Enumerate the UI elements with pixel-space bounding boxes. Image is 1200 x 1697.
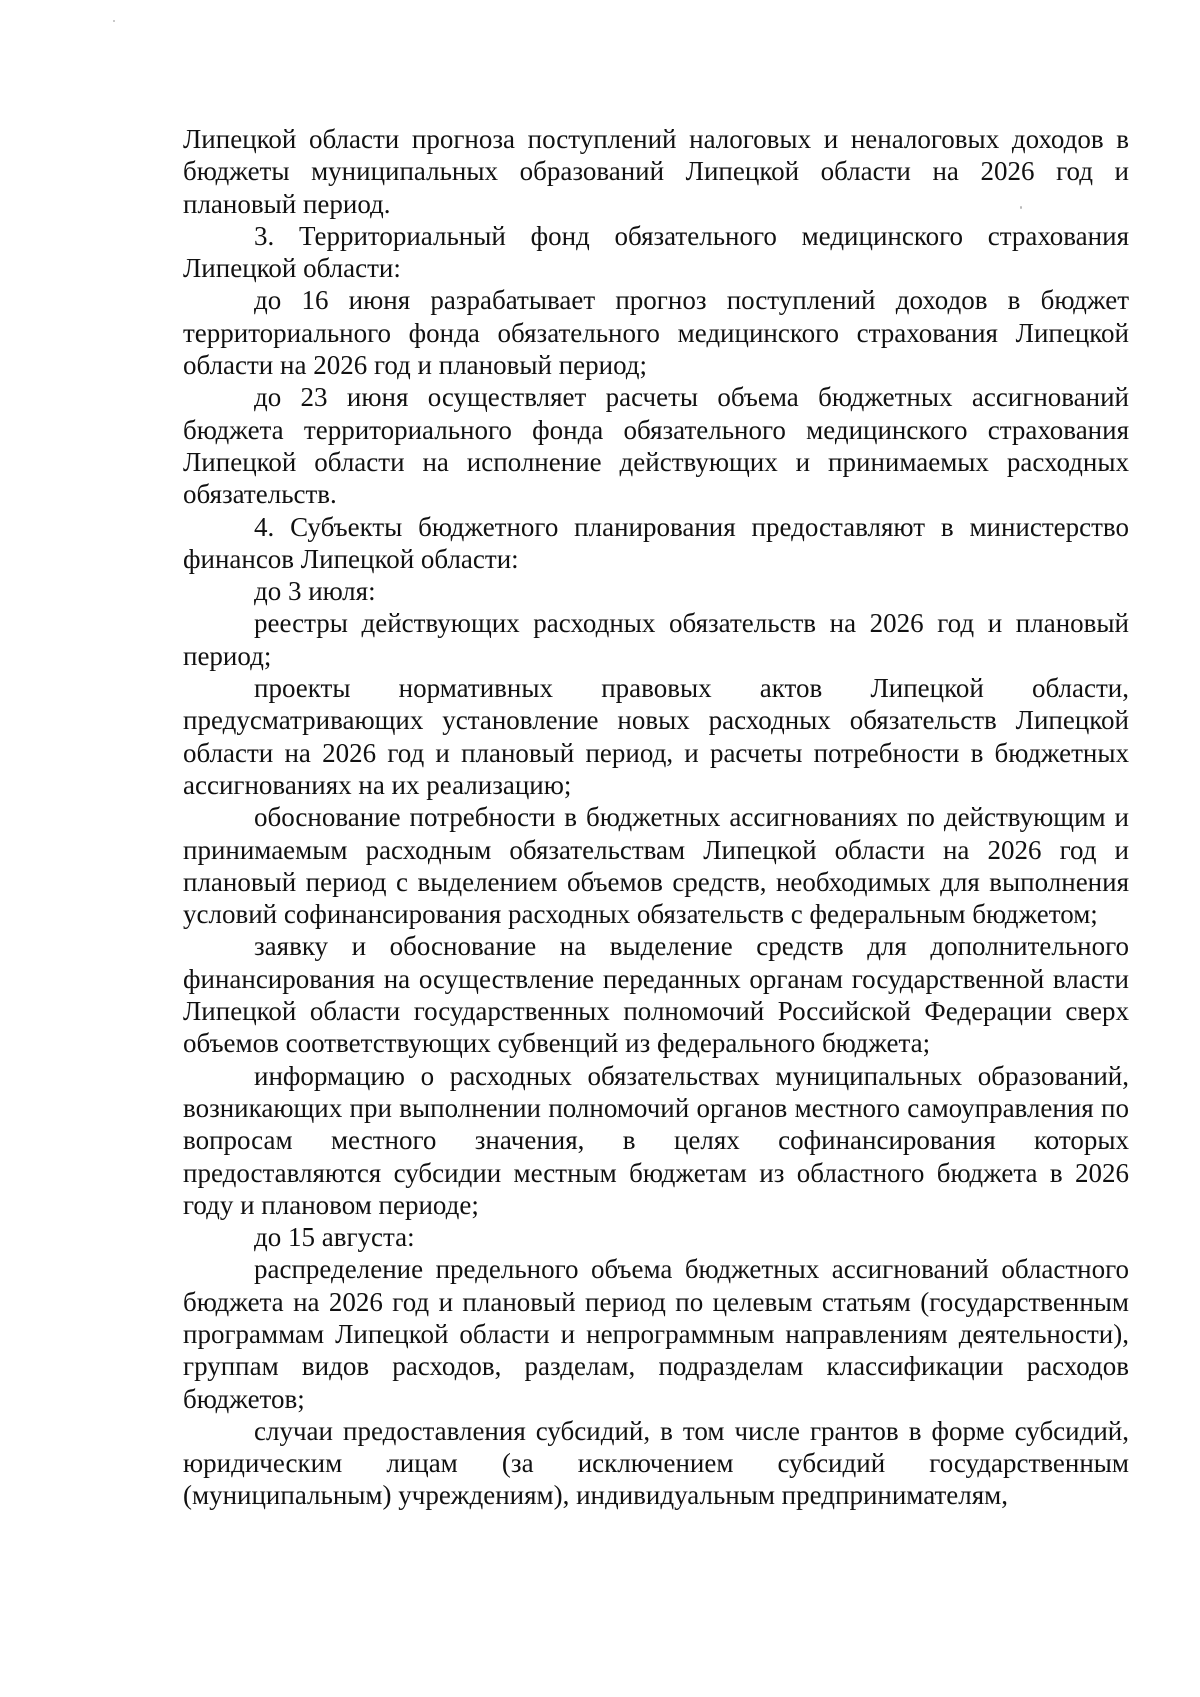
paragraph-2: 3. Территориальный фонд обязательного медицинского страхования Липецкой области: bbox=[183, 220, 1129, 284]
paragraph-10: заявку и обоснование на выделение средств для дополнительного финансирования на осуществление переданных органам государственной власти Липецкой области государственных полномочий Российской Федерации сверх объемов соответствующих субвенций из федерального бюджета; bbox=[183, 931, 1129, 1059]
paragraph-11: информацию о расходных обязательствах муниципальных образований, возникающих при выполнении полномочий органов местного самоуправления по вопросам местного значения, в целях софинансирования которых предоставляются субсидии местным бюджетам из областного бюджета в 2026 году и плановом периоде; bbox=[183, 1060, 1129, 1220]
paragraph-1: Липецкой области прогноза поступлений налоговых и неналоговых доходов в бюджеты муниципальных образований Липецкой области на 2026 год и плановый период. bbox=[183, 124, 1129, 219]
scan-speck bbox=[113, 20, 115, 22]
paragraph-8: проекты нормативных правовых актов Липецкой области, предусматривающих установление новых расходных обязательств Липецкой области на 2026 год и плановый период, и расчеты потребности в бюджетных ассигнованиях на их реализацию; bbox=[183, 673, 1129, 800]
document-page bbox=[183, 123, 1129, 1512]
paragraph-9: обоснование потребности в бюджетных ассигнованиях по действующим и принимаемым расходным обязательствам Липецкой области на 2026 год и плановый период с выделением объемов средств, необходимых для выполнения условий софинансирования расходных обязательств с федеральным бюджетом; bbox=[183, 802, 1129, 930]
paragraph-6: до 3 июля: bbox=[254, 576, 376, 607]
paragraph-5: 4. Субъекты бюджетного планирования предоставляют в министерство финансов Липецкой области: bbox=[183, 511, 1129, 574]
scan-speck bbox=[1020, 206, 1022, 209]
paragraph-7: реестры действующих расходных обязательств на 2026 год и плановый период; bbox=[183, 608, 1129, 671]
paragraph-4: до 23 июня осуществляет расчеты объема бюджетных ассигнований бюджета территориального фонда обязательного медицинского страхования Липецкой области на исполнение действующих и принимаемых расходных обязательств. bbox=[183, 382, 1129, 510]
paragraph-12: до 15 августа: bbox=[254, 1222, 415, 1253]
paragraph-14: случаи предоставления субсидий, в том числе грантов в форме субсидий, юридическим лицам (за исключением субсидий государственным (муниципальным) учреждениям), индивидуальным предпринимателям, bbox=[183, 1415, 1129, 1511]
paragraph-3: до 16 июня разрабатывает прогноз поступлений доходов в бюджет территориального фонда обязательного медицинского страхования Липецкой области на 2026 год и плановый период; bbox=[183, 285, 1129, 381]
paragraph-13: распределение предельного объема бюджетных ассигнований областного бюджета на 2026 год и плановый период по целевым статьям (государственным программам Липецкой области и непрограммным направлениям деятельности), группам видов расходов, разделам, подразделам классификации расходов бюджетов; bbox=[183, 1254, 1129, 1414]
